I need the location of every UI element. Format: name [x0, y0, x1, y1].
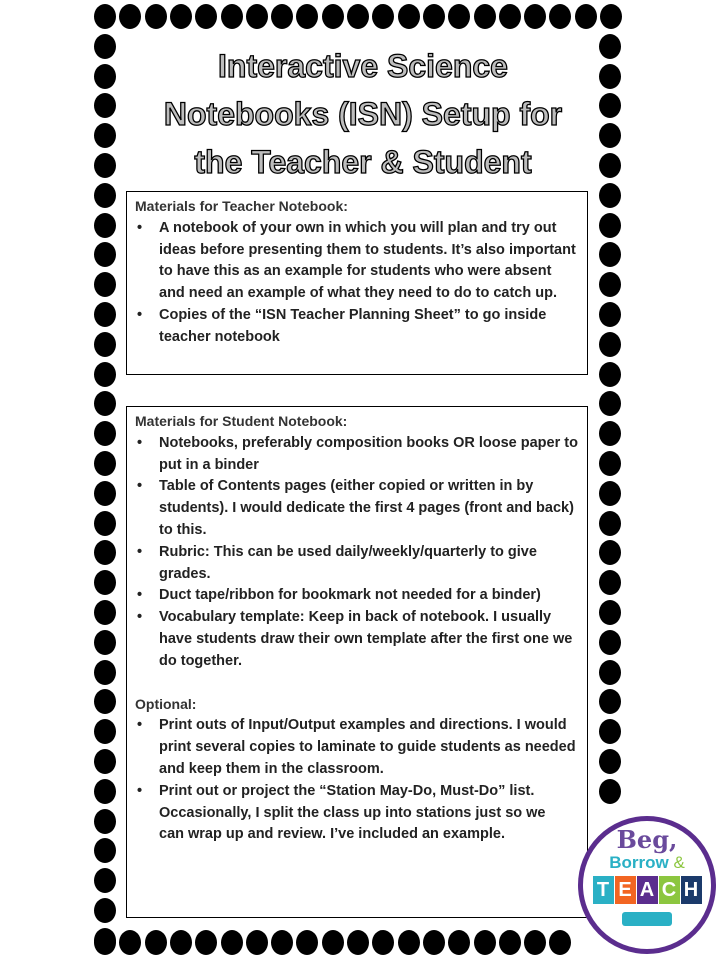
border-dot [119, 4, 141, 29]
border-dot [271, 930, 293, 955]
border-dot [398, 930, 420, 955]
border-dot [599, 362, 621, 387]
border-dot [322, 930, 344, 955]
list-item: • Print outs of Input/Output examples and directions. I would print several copies to laminate to guide students as needed and keep them in the classroom. [135, 715, 579, 780]
border-dot [94, 630, 116, 655]
border-dot [94, 332, 116, 357]
list-item: • Rubric: This can be used daily/weekly/quarterly to give grades. [135, 542, 579, 586]
border-dot [94, 809, 116, 834]
border-dot [94, 93, 116, 118]
list-item: • Notebooks, preferably composition books OR loose paper to put in a binder [135, 433, 579, 477]
border-dot [599, 302, 621, 327]
list-item: • Duct tape/ribbon for bookmark not needed for a binder) [135, 585, 579, 607]
border-dot [94, 242, 116, 267]
logo-text [583, 853, 711, 873]
border-dot [94, 689, 116, 714]
border-dot [599, 391, 621, 416]
border-dot [599, 749, 621, 774]
border-dot [599, 332, 621, 357]
border-dot [499, 4, 521, 29]
border-dot [524, 930, 546, 955]
border-dot [347, 930, 369, 955]
border-dot [599, 660, 621, 685]
border-dot [549, 4, 571, 29]
border-dot [599, 242, 621, 267]
student-materials-box [126, 406, 588, 918]
border-dot [170, 930, 192, 955]
border-dot [549, 930, 571, 955]
border-dot [599, 213, 621, 238]
border-dot [221, 930, 243, 955]
border-dot [271, 4, 293, 29]
logo-letter-tile: E [615, 876, 636, 904]
list-item: • Vocabulary template: Keep in back of notebook. I usually have students draw their own template after the first one we do together. [135, 607, 579, 672]
list-item: • Print out or project the “Station May-Do, Must-Do” list. Occasionally, I split the class up into stations just so we can wrap up and review. I’ve included an example. [135, 781, 561, 846]
border-dot [347, 4, 369, 29]
border-dot [246, 4, 268, 29]
border-dot [94, 302, 116, 327]
border-dot [599, 511, 621, 536]
border-dot [94, 540, 116, 565]
border-dot [524, 4, 546, 29]
border-dot [94, 391, 116, 416]
list-item: • Copies of the “ISN Teacher Planning Sheet” to go inside teacher notebook [135, 305, 579, 349]
list-item: • Table of Contents pages (either copied or written in by students). I would dedicate the first 4 pages (front and back) to this. [135, 476, 579, 541]
border-dot [94, 898, 116, 923]
border-dot [94, 481, 116, 506]
border-dot [599, 630, 621, 655]
border-dot [474, 4, 496, 29]
border-dot [94, 34, 116, 59]
border-dot [170, 4, 192, 29]
beg-borrow-teach-logo [578, 816, 716, 954]
border-dot [94, 362, 116, 387]
border-dot [94, 570, 116, 595]
border-dot [195, 930, 217, 955]
border-dot [94, 64, 116, 89]
border-dot [94, 928, 116, 953]
border-dot [398, 4, 420, 29]
border-dot [94, 451, 116, 476]
border-dot [246, 930, 268, 955]
logo-ampersand: & [673, 853, 685, 872]
border-dot [94, 213, 116, 238]
logo-letter-tile: A [637, 876, 658, 904]
border-dot [94, 838, 116, 863]
border-dot [145, 4, 167, 29]
books-icon [622, 912, 672, 926]
border-dot [599, 600, 621, 625]
teacher-materials-box [126, 191, 588, 375]
border-dot [599, 451, 621, 476]
border-dot [94, 868, 116, 893]
border-dot [94, 719, 116, 744]
border-dot [599, 272, 621, 297]
border-dot [94, 600, 116, 625]
logo-text: Borrow [609, 853, 674, 872]
border-dot [599, 779, 621, 804]
border-dot [94, 4, 116, 29]
title-line: the Teacher & Student [194, 144, 532, 180]
border-dot [94, 779, 116, 804]
border-dot [195, 4, 217, 29]
border-dot [599, 689, 621, 714]
logo-letter-tile: H [681, 876, 702, 904]
border-dot [372, 4, 394, 29]
border-dot [94, 749, 116, 774]
teacher-heading: Materials for Teacher Notebook: [135, 198, 348, 214]
border-dot [448, 930, 470, 955]
logo-letter-tile: C [659, 876, 680, 904]
student-heading: Materials for Student Notebook: [135, 413, 348, 429]
border-dot [423, 4, 445, 29]
border-dot [94, 421, 116, 446]
list-item: • A notebook of your own in which you will plan and try out ideas before presenting them to students. It’s also important to have this as an example for students who were absent and need an example of what they need to do to catch up. [135, 218, 579, 305]
border-dot [599, 540, 621, 565]
logo-teach-tiles [583, 876, 711, 904]
page-title [120, 42, 606, 186]
border-dot [94, 272, 116, 297]
border-dot [119, 930, 141, 955]
logo-letter-tile: T [593, 876, 614, 904]
border-dot [599, 183, 621, 208]
optional-heading: Optional: [135, 695, 197, 712]
border-dot [599, 481, 621, 506]
border-dot [221, 4, 243, 29]
border-dot [296, 930, 318, 955]
border-dot [296, 4, 318, 29]
border-dot [448, 4, 470, 29]
border-dot [94, 511, 116, 536]
border-dot [94, 183, 116, 208]
border-dot [94, 153, 116, 178]
border-dot [499, 930, 521, 955]
title-line: Notebooks (ISN) Setup for [163, 96, 563, 132]
border-dot [575, 4, 597, 29]
border-dot [94, 123, 116, 148]
border-dot [423, 930, 445, 955]
border-dot [372, 930, 394, 955]
border-dot [599, 421, 621, 446]
border-dot [322, 4, 344, 29]
border-dot [94, 660, 116, 685]
border-dot [474, 930, 496, 955]
border-dot [145, 930, 167, 955]
logo-text: Beg, [616, 825, 678, 854]
border-dot [599, 719, 621, 744]
border-dot [599, 570, 621, 595]
border-dot [600, 4, 622, 29]
title-line: Interactive Science [218, 48, 508, 84]
